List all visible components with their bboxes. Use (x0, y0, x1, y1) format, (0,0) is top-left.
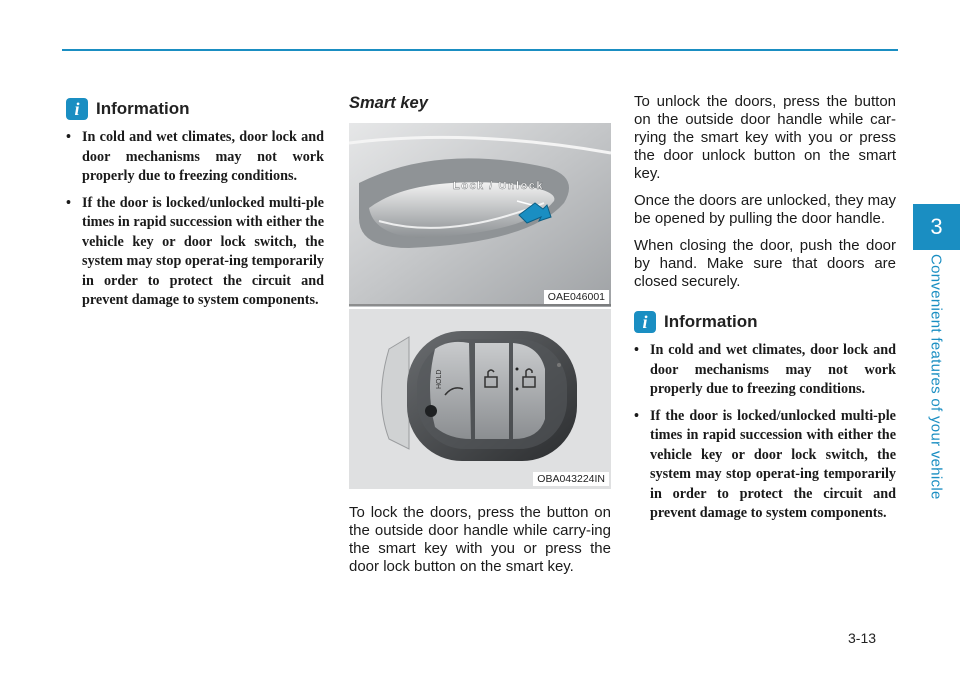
smart-key-heading-wrap (349, 94, 611, 113)
smart-key-fob-illustration (349, 309, 611, 489)
info-header (66, 98, 324, 120)
lock-paragraph: To lock the doors, press the button on the outside door handle while carry-ing the smart key with you or press the door lock button on the smart key. (349, 504, 611, 575)
right-column (634, 93, 896, 300)
chapter-side-title (912, 250, 960, 500)
close-paragraph: When closing the door, push the door by hand. Make sure that doors are closed securely. (634, 237, 896, 290)
chapter-number-tab: 3 (913, 204, 960, 250)
top-rule (62, 49, 898, 51)
lock-unlock-overlay: Lock / Unlock (453, 180, 545, 192)
info-bullet: • If the door is locked/unlocked multi-ple times in rapid succession with either the vehicle key or door lock switch, the system may stop operat-ing temporarily in order to protect the circuit and prevent damage to system components. (634, 407, 896, 524)
info-icon: i (66, 98, 88, 120)
page-number: 3-13 (848, 630, 877, 646)
info-title: Information (664, 312, 758, 331)
figure-label: OBA043224IN (533, 472, 609, 486)
figure-label: OAE046001 (544, 290, 609, 304)
info-bullet: • In cold and wet climates, door lock and door mechanisms may not work properly due to freezing conditions. (634, 341, 896, 400)
svg-text:HOLD: HOLD (436, 369, 443, 389)
info-bullets (634, 341, 896, 524)
unlock-paragraph: To unlock the doors, press the button on the outside door handle while car-rying the smart key with you or press the door unlock button on the smart key. (634, 93, 896, 182)
info-icon: i (634, 311, 656, 333)
open-paragraph: Once the doors are unlocked, they may be opened by pulling the door handle. (634, 192, 896, 227)
lock-paragraph-wrap (349, 504, 611, 585)
info-bullets (66, 128, 324, 311)
info-box-right (634, 311, 896, 531)
chapter-title-text: Convenient features of your vehicle (927, 254, 945, 500)
door-handle-figure (349, 123, 611, 307)
info-bullet: • In cold and wet climates, door lock and door mechanisms may not work properly due to freezing conditions. (66, 128, 324, 187)
smart-key-fob-figure (349, 309, 611, 489)
info-bullet: • If the door is locked/unlocked multi-ple times in rapid succession with either the vehicle key or door lock switch, the system may stop operat-ing temporarily in order to protect the circuit and prevent damage to system components. (66, 194, 324, 311)
section-heading: Smart key (349, 94, 428, 112)
info-box-left (66, 98, 324, 318)
info-title: Information (96, 99, 190, 118)
door-handle-illustration (349, 123, 611, 307)
info-header (634, 311, 896, 333)
